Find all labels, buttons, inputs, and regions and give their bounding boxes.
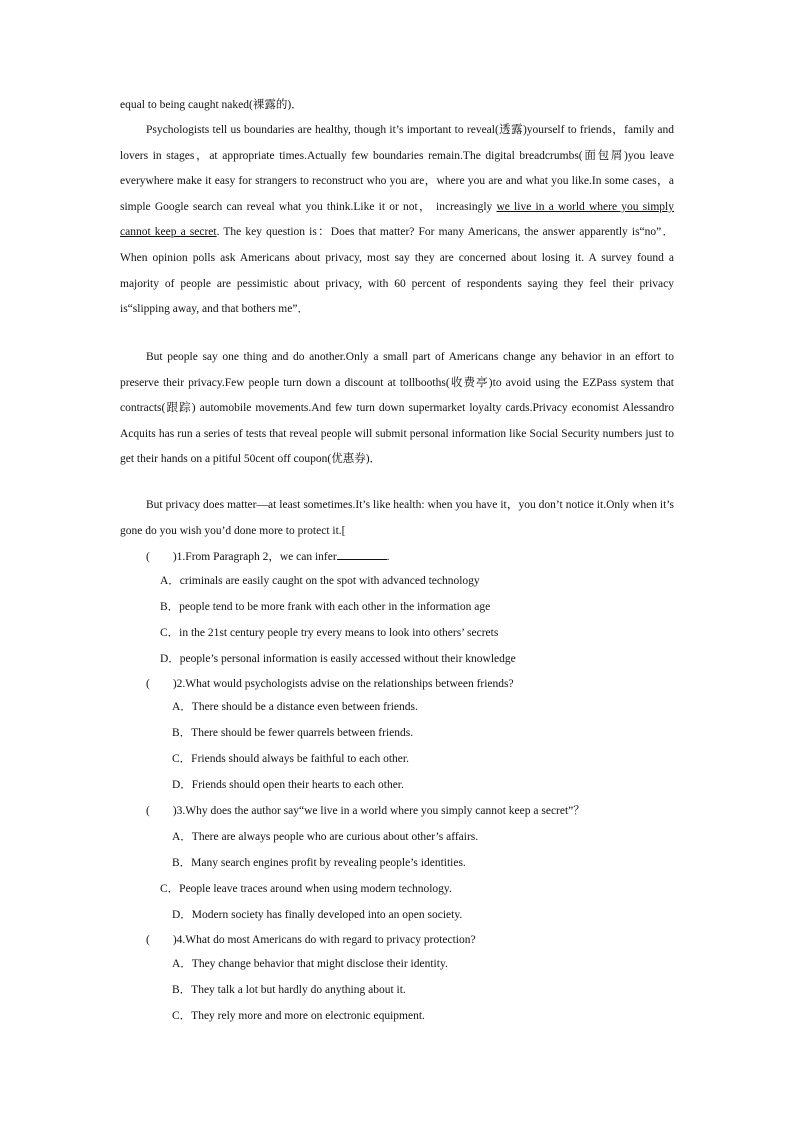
question-1-option-d[interactable]: D．people’s personal information is easily accessed without their knowledge xyxy=(160,653,516,665)
question-2-option-d[interactable]: D．Friends should open their hearts to each other. xyxy=(172,779,404,791)
question-2-option-c[interactable]: C．Friends should always be faithful to each other. xyxy=(172,753,409,765)
question-1: ( )1.From Paragraph 2，we can infer . xyxy=(146,548,390,564)
answer-paren[interactable]: ( ) xyxy=(146,805,177,817)
question-3 xyxy=(146,804,585,818)
question-2 xyxy=(146,677,514,691)
paragraph-2-text-start: Psychologists tell us boundaries are healthy, though it’s important to reveal(透露)yourself to friends，family and lovers in stages，at appropriate times.Actually few boundaries remain.The digital breadcrumbs(面包屑)you leave everywhere make it easy for strangers to reconstruct who you are，where you are and what you like.In some cases，a simple Google search can reveal what you think.Like it or not， increasingly xyxy=(120,124,674,213)
answer-paren[interactable]: ( ) xyxy=(146,551,177,563)
paragraph-3: But people say one thing and do another.Only a small part of Americans change any behavior in an effort to preserve their privacy.Few people turn down a discount at tollbooths(收费亭)to avoid using the EZPass system that contracts(跟踪) automobile movements.And few turn down supermarket loyalty cards.Privacy economist Alessandro Acquits has run a series of tests that reveal people will submit personal information like Social Security numbers just to get their hands on a pitiful 50cent off coupon(优惠券)． xyxy=(120,351,674,466)
answer-paren[interactable]: ( ) xyxy=(146,678,177,690)
question-1-option-a[interactable]: A．criminals are easily caught on the spot with advanced technology xyxy=(160,575,480,587)
question-4 xyxy=(146,933,476,947)
paragraph-4: But privacy does matter—at least sometimes.It’s like health: when you have it，you don’t notice it.Only when it’s gone do you wish you’d done more to protect it.[ xyxy=(120,499,674,537)
question-3-option-d[interactable]: D．Modern society has finally developed into an open society. xyxy=(172,909,463,921)
underlined-key-sentence: we live in a world where you simply cannot keep a secret xyxy=(120,200,674,239)
paragraph-2 xyxy=(120,118,674,323)
question-1-option-c[interactable]: C．in the 21st century people try every means to look into others’ secrets xyxy=(160,627,499,639)
question-3-option-a[interactable]: A．There are always people who are curious about other’s affairs. xyxy=(172,831,479,843)
answer-paren[interactable]: ( ) xyxy=(146,934,177,946)
question-stem: 4.What do most Americans do with regard to privacy protection? xyxy=(176,934,476,946)
question-stem: 2.What would psychologists advise on the relationships between friends? xyxy=(176,678,514,690)
question-4-option-a[interactable]: A．They change behavior that might disclose their identity. xyxy=(172,958,448,970)
question-stem: 1.From Paragraph 2，we can infer xyxy=(176,551,337,563)
question-3-option-b[interactable]: B．Many search engines profit by revealing people’s identities. xyxy=(172,857,466,869)
paragraph-2-text-end: . The key question is：Does that matter? For many Americans, the answer apparently is“no”．When opinion polls ask Americans about privacy, most say they are concerned about losing it. A survey found a majority of people are pessimistic about privacy, with 60 percent of respondents saying they feel their privacy is“slipping away, and that bothers me”． xyxy=(120,226,674,316)
question-3-option-c[interactable]: C．People leave traces around when using modern technology. xyxy=(160,883,452,895)
question-stem: 3.Why does the author say“we live in a world where you simply cannot keep a secret”？ xyxy=(176,805,585,817)
passage-continuation-line: equal to being caught naked(裸露的)． xyxy=(120,99,303,111)
question-2-option-a[interactable]: A．There should be a distance even between friends. xyxy=(172,701,418,713)
question-2-option-b[interactable]: B．There should be fewer quarrels between friends. xyxy=(172,727,414,739)
question-4-option-b[interactable]: B．They talk a lot but hardly do anything about it. xyxy=(172,984,406,996)
question-4-option-c[interactable]: C．They rely more and more on electronic equipment. xyxy=(172,1010,425,1022)
fill-in-blank[interactable] xyxy=(337,548,387,560)
question-1-option-b[interactable]: B．people tend to be more frank with each other in the information age xyxy=(160,601,491,613)
